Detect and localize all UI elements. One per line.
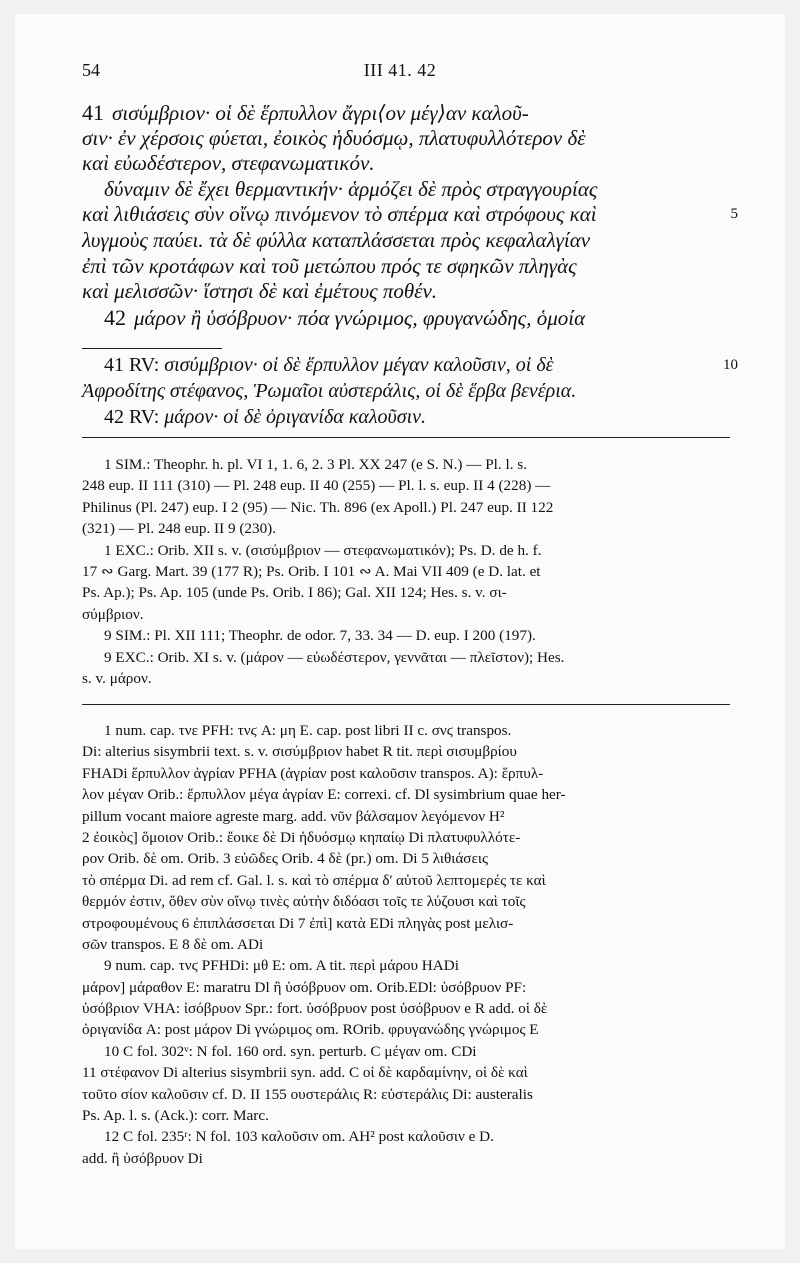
text-line: καὶ μελισσῶν· ἵστησι δὲ καὶ ἐμέτους ποθέν.: [82, 279, 438, 304]
apparatus-line: τὸ σπέρμα Di. ad rem cf. Gal. l. s. καὶ τὸ σπέρμα δ' αὐτοῦ λεπτομερές τε καὶ: [82, 871, 546, 889]
apparatus-line: λον μέγαν Orib.: ἕρπυλλον μέγα ἀγρίαν E: correxi. cf. Dl sysimbrium quae her-: [82, 786, 566, 804]
apparatus-line: 248 eup. II 111 (310) — Pl. 248 eup. II 40 (255) — Pl. l. s. eup. II 4 (228) —: [82, 477, 551, 495]
variant-content: μάρον· οἱ δὲ ὀριγανίδα καλοῦσιν.: [164, 406, 427, 428]
apparatus-line: Ps. Ap. l. s. (Ack.): corr. Marc.: [82, 1107, 269, 1125]
text-line: [82, 100, 730, 126]
line-number: 5: [730, 206, 738, 223]
apparatus-sources: [82, 454, 730, 689]
apparatus-line: σύμβριον.: [82, 605, 144, 623]
apparatus-line: 10 C fol. 302ᵛ: N fol. 160 ord. syn. perturb. C μέγαν om. CDi: [104, 1042, 477, 1060]
apparatus-line: 12 C fol. 235ʳ: N fol. 103 καλοῦσιν om. AH² post καλοῦσιν e D.: [104, 1128, 494, 1146]
apparatus-line: s. v. μάρον.: [82, 669, 152, 687]
separator-rule: [82, 704, 730, 705]
text-line: καὶ εὐωδέστερον, στεφανωματικόν.: [82, 151, 375, 176]
apparatus-line: 11 στέφανον Di alterius sisymbrii syn. add. C οἱ δὲ καρδαμίνην, οἱ δὲ καὶ: [82, 1064, 528, 1082]
text-line-content: μάρον ἢ ὑσόβρυον· πόα γνώριμος, φρυγανώδης, ὁμοία: [134, 305, 586, 330]
line-number: 10: [723, 357, 738, 373]
apparatus-line: 9 num. cap. τνϛ PFHDi: μθ E: om. A tit. περὶ μάρου HADi: [104, 957, 459, 975]
text-line: σιν· ἐν χέρσοις φύεται, ἐοικὸς ἡδυόσμῳ, πλατυφυλλότερον δὲ: [82, 125, 586, 150]
apparatus-line: θερμόν ἐστιν, ὅθεν σὺν οἴνῳ τινὲς αὐτὴν διδόασι τοῖς τε λύζουσι καὶ τοῖς: [82, 893, 526, 911]
text-line-content: καὶ λιθιάσεις σὺν οἴνῳ πινόμενον τὸ σπέρμα καὶ στρόφους καὶ: [82, 202, 597, 227]
text-line: λυγμοὺς παύει. τὰ δὲ φύλλα καταπλάσσεται πρὸς κεφαλαλγίαν: [82, 227, 591, 252]
apparatus-line: στροφουμένους 6 ἐπιπλάσσεται Di 7 ἐπὶ] κατὰ EDi πληγὰς post μελισ-: [82, 914, 514, 932]
apparatus-line: 1 num. cap. τνε PFH: τνϛ A: μη E. cap. post libri II c. σνϛ transpos.: [104, 722, 512, 739]
apparatus-line: Di: alterius sisymbrii text. s. v. σισύμβριον habet R tit. περὶ σισυμβρίου: [82, 743, 517, 761]
chapter-number: 41: [82, 100, 104, 125]
running-header: [82, 60, 718, 84]
apparatus-line: ὑσόβριον VHA: ἰσόβρυον Spr.: fort. ὑσόβρυον post ὑσόβρυον e R add. οἱ δὲ: [82, 1000, 548, 1018]
apparatus-line: τοῦτο σίον καλοῦσιν cf. D. II 155 ουστεράλις R: εὐστεράλις Di: austeralis: [82, 1085, 533, 1103]
apparatus-line: ρον Orib. δὲ om. Orib. 3 εὐῶδες Orib. 4 δὲ (pr.) om. Di 5 λιθιάσεις: [82, 850, 488, 868]
separator-rule: [82, 437, 730, 438]
variant-number: 41: [104, 354, 124, 376]
apparatus-line: 1 EXC.: Orib. XII s. v. (σισύμβριον — στεφανωματικόν); Ps. D. de h. f.: [104, 541, 542, 559]
variant-number: 42: [104, 406, 124, 428]
apparatus-line: ὀριγανίδα A: post μάρον Di γνώριμος om. ROrib. φρυγανώδης γνώριμος E: [82, 1021, 539, 1039]
apparatus-line: 9 SIM.: Pl. XII 111; Theophr. de odor. 7, 33. 34 — D. eup. I 200 (197).: [104, 627, 536, 645]
apparatus-line: 1 SIM.: Theophr. h. pl. VI 1, 1. 6, 2. 3 Pl. XX 247 (e S. N.) — Pl. l. s.: [104, 456, 528, 473]
variant-source: RV:: [129, 406, 160, 428]
variant-text: [82, 352, 738, 430]
variant-source: RV:: [129, 354, 160, 376]
text-line: ἐπὶ τῶν κροτάφων καὶ τοῦ μετώπου πρός τε σφηκῶν πληγὰς: [82, 253, 577, 278]
separator-rule: [82, 348, 222, 349]
apparatus-line: (321) — Pl. 248 eup. II 9 (230).: [82, 520, 277, 538]
chapter-number: 42: [104, 304, 126, 330]
section-reference: III 41. 42: [363, 60, 437, 80]
apparatus-line: 2 ἐοικὸς] ὅμοιον Orib.: ἔοικε δὲ Di ἡδυόσμῳ κηπαίῳ Di πλατυφυλλότε-: [82, 828, 521, 846]
main-text: [82, 100, 738, 330]
variant-line: [82, 404, 730, 430]
apparatus-line: 17 ∾ Garg. Mart. 39 (177 R); Ps. Orib. I 101 ∾ A. Mai VII 409 (e D. lat. et: [82, 562, 541, 580]
text-line-content: σισύμβριον· οἱ δὲ ἕρπυλλον ἄγρι⟨ον μέγ⟩αν καλοῦ-: [112, 101, 529, 125]
apparatus-line: FHADi ἕρπυλλον ἀγρίαν PFHA (ἀγρίαν post καλοῦσιν transpos. A): ἕρπυλ-: [82, 764, 544, 782]
apparatus-line: Philinus (Pl. 247) eup. I 2 (95) — Nic. Th. 896 (ex Apoll.) Pl. 247 eup. II 122: [82, 498, 554, 516]
text-line: δύναμιν δὲ ἔχει θερμαντικήν· ἁρμόζει δὲ πρὸς στραγγουρίας: [104, 176, 598, 201]
apparatus-line: μάρον] μάραθον E: maratru Dl ἢ ὑσόβρυον om. Orib.EDl: ὑσόβρυον PF:: [82, 978, 527, 996]
apparatus-line: add. ἢ ὑσόβρυον Di: [82, 1149, 203, 1167]
apparatus-line: 9 EXC.: Orib. XI s. v. (μάρον — εὐωδέστερον, γεννᾶται — πλεῖστον); Hes.: [104, 648, 565, 666]
apparatus-line: Ps. Ap.); Ps. Ap. 105 (unde Ps. Orib. I 86); Gal. XII 124; Hes. s. v. σι-: [82, 584, 507, 602]
variant-line: Ἀφροδίτης στέφανος, Ῥωμαῖοι αὐστεράλις, οἱ δὲ ἕρβα βενέρια.: [82, 380, 577, 402]
page-number: 54: [82, 60, 100, 80]
variant-line: [82, 352, 738, 378]
apparatus-line: σῶν transpos. E 8 δὲ om. ADi: [82, 935, 264, 953]
apparatus-line: pillum vocant maiore agreste marg. add. νῦν βάλσαμον λεγόμενον H²: [82, 807, 505, 825]
text-line: [82, 202, 738, 228]
variant-content: σισύμβριον· οἱ δὲ ἕρπυλλον μέγαν καλοῦσιν, οἱ δὲ: [164, 354, 554, 376]
apparatus-criticus: [82, 720, 730, 1169]
text-line: [82, 305, 730, 331]
